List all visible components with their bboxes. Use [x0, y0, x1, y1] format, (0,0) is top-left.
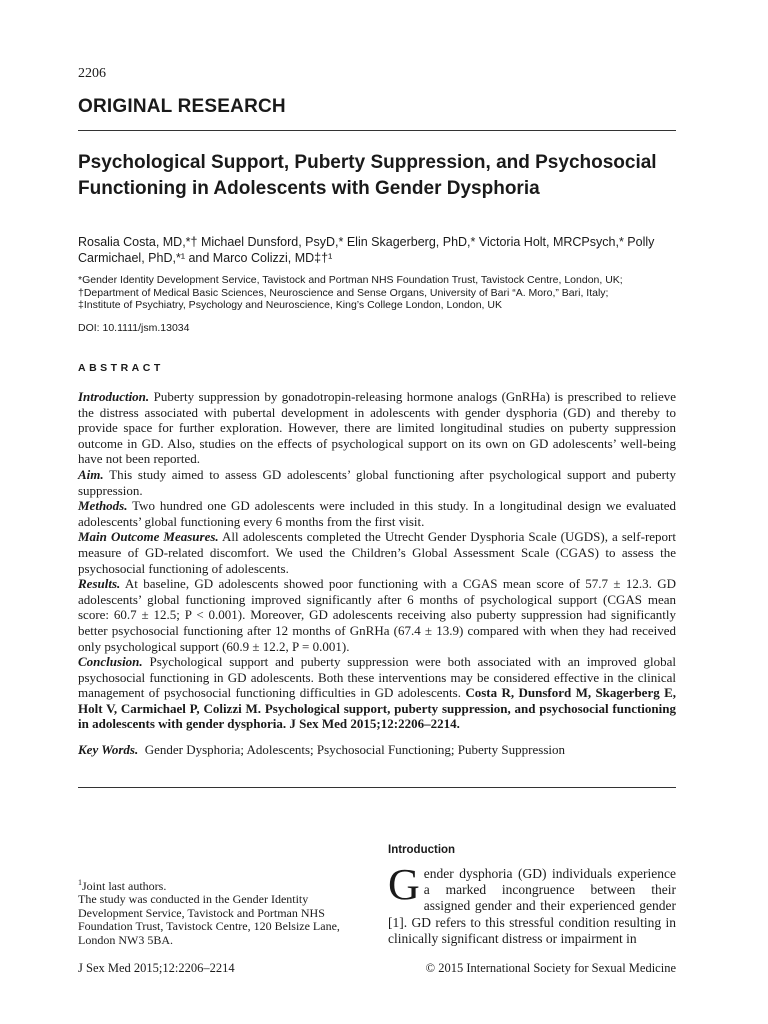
results-text: At baseline, GD adolescents showed poor functioning with a CGAS mean score of 57.7 ± 12.3. GD adolescents’ global functioning improved significantly after 6 months of psychological support (CGAS mean score: 60.7 ± 12.5; P < 0.001). Moreover, GD adolescents receiving also puberty suppression had significantly better psychosocial functioning after 12 months of GnRHa (67.4 ± 13.9) compared with when they had received only psychological support (60.9 ± 12.2, P = 0.001).	[78, 576, 676, 654]
abstract-results	[78, 576, 676, 654]
abstract-divider	[78, 787, 676, 788]
outcome-text: All adolescents completed the Utrecht Gender Dysphoria Scale (UGDS), a self-report measure of GD-related discomfort. We used the Children’s Global Assessment Scale (CGAS) to assess the psychosocial functioning of adolescents.	[78, 529, 676, 576]
section-label: ORIGINAL RESEARCH	[78, 96, 286, 117]
methods-text: Two hundred one GD adolescents were included in this study. In a longitudinal design we evaluated adolescents’ global functioning every 6 months from the first visit.	[78, 498, 677, 529]
abstract-body	[78, 389, 676, 732]
footnote-marker: 1	[78, 878, 82, 887]
abstract-conclusion	[78, 654, 676, 732]
footnote-joint	[78, 876, 366, 893]
abstract-aim	[78, 467, 676, 498]
affiliation-3: ‡Institute of Psychiatry, Psychology and Neuroscience, King’s College London, London, UK	[78, 299, 502, 311]
abstract-introduction	[78, 389, 676, 467]
introduction-heading: Introduction	[388, 844, 456, 856]
abstract-heading: ABSTRACT	[78, 362, 164, 374]
abstract-methods	[78, 498, 676, 529]
author-list: Rosalia Costa, MD,*† Michael Dunsford, PsyD,* Elin Skagerberg, PhD,* Victoria Holt, MRCPsych,* Polly Carmichael, PhD,*¹ and Marco Colizzi, MD‡†¹	[78, 235, 655, 265]
footnote-study: The study was conducted in the Gender Identity Development Service, Tavistock and Portman NHS Foundation Trust, Tavistock Centre, 120 Belsize Lane, London NW3 5BA.	[78, 892, 340, 947]
affiliations	[78, 274, 678, 312]
keywords	[78, 742, 676, 758]
conclusion-label: Conclusion.	[78, 654, 143, 670]
outcome-label: Main Outcome Measures.	[78, 529, 219, 545]
introduction-text: Puberty suppression by gonadotropin-releasing hormone analogs (GnRHa) is prescribed to relieve the distress associated with pubertal development in adolescents with gender dysphoria (GD) and thereby to provide space for further exploration. However, there are limited longitudinal studies on puberty suppression outcome in GD. Also, studies on the effects of psychological support on its own on GD adolescents’ well-being have not been reported.	[78, 389, 676, 467]
drop-cap: G	[388, 866, 420, 909]
introduction-text: ender dysphoria (GD) individuals experience a marked incongruence between their assigned gender and their experienced gender [1]. GD refers to this stressful condition resulting in clinically significant distress or impairment in	[388, 866, 676, 946]
aim-text: This study aimed to assess GD adolescents’ global functioning after psychological support and puberty suppression.	[78, 466, 677, 498]
results-label: Results.	[78, 576, 121, 592]
footnotes	[78, 876, 366, 947]
citation: Costa R, Dunsford M, Skagerberg E, Holt V, Carmichael P, Colizzi M. Psychological support, puberty suppression, and psychosocial functioning in adolescents with gender dysphoria. J Sex Med 2015;12:2206–2214.	[78, 685, 676, 732]
footnote-joint-text: Joint last authors.	[82, 879, 167, 893]
article-title: Psychological Support, Puberty Suppression, and Psychosocial Functioning in Adolescents with Gender Dysphoria	[78, 152, 657, 199]
journal-citation-footer: J Sex Med 2015;12:2206–2214	[78, 961, 235, 975]
conclusion-text: Psychological support and puberty suppression were both associated with an improved global psychosocial functioning in GD adolescents. Both these interventions may be considered effective in the clinical management of psychosocial functioning difficulties in GD adolescents.	[78, 654, 677, 701]
doi: DOI: 10.1111/jsm.13034	[78, 322, 190, 334]
keywords-label: Key Words.	[78, 742, 139, 757]
keywords-text: Gender Dysphoria; Adolescents; Psychosocial Functioning; Puberty Suppression	[144, 742, 565, 757]
introduction-label: Introduction.	[78, 389, 150, 404]
affiliation-1: *Gender Identity Development Service, Tavistock and Portman NHS Foundation Trust, Tavistock Centre, London, UK;	[78, 274, 623, 286]
page-number: 2206	[78, 66, 106, 81]
methods-label: Methods.	[78, 498, 128, 514]
aim-label: Aim.	[78, 466, 104, 482]
introduction-body	[388, 866, 676, 948]
abstract-outcome	[78, 529, 676, 576]
copyright-footer: © 2015 International Society for Sexual Medicine	[425, 961, 676, 975]
affiliation-2: †Department of Medical Basic Sciences, Neuroscience and Sense Organs, University of Bari “A. Moro,” Bari, Italy;	[78, 286, 609, 299]
header-divider	[78, 130, 676, 131]
